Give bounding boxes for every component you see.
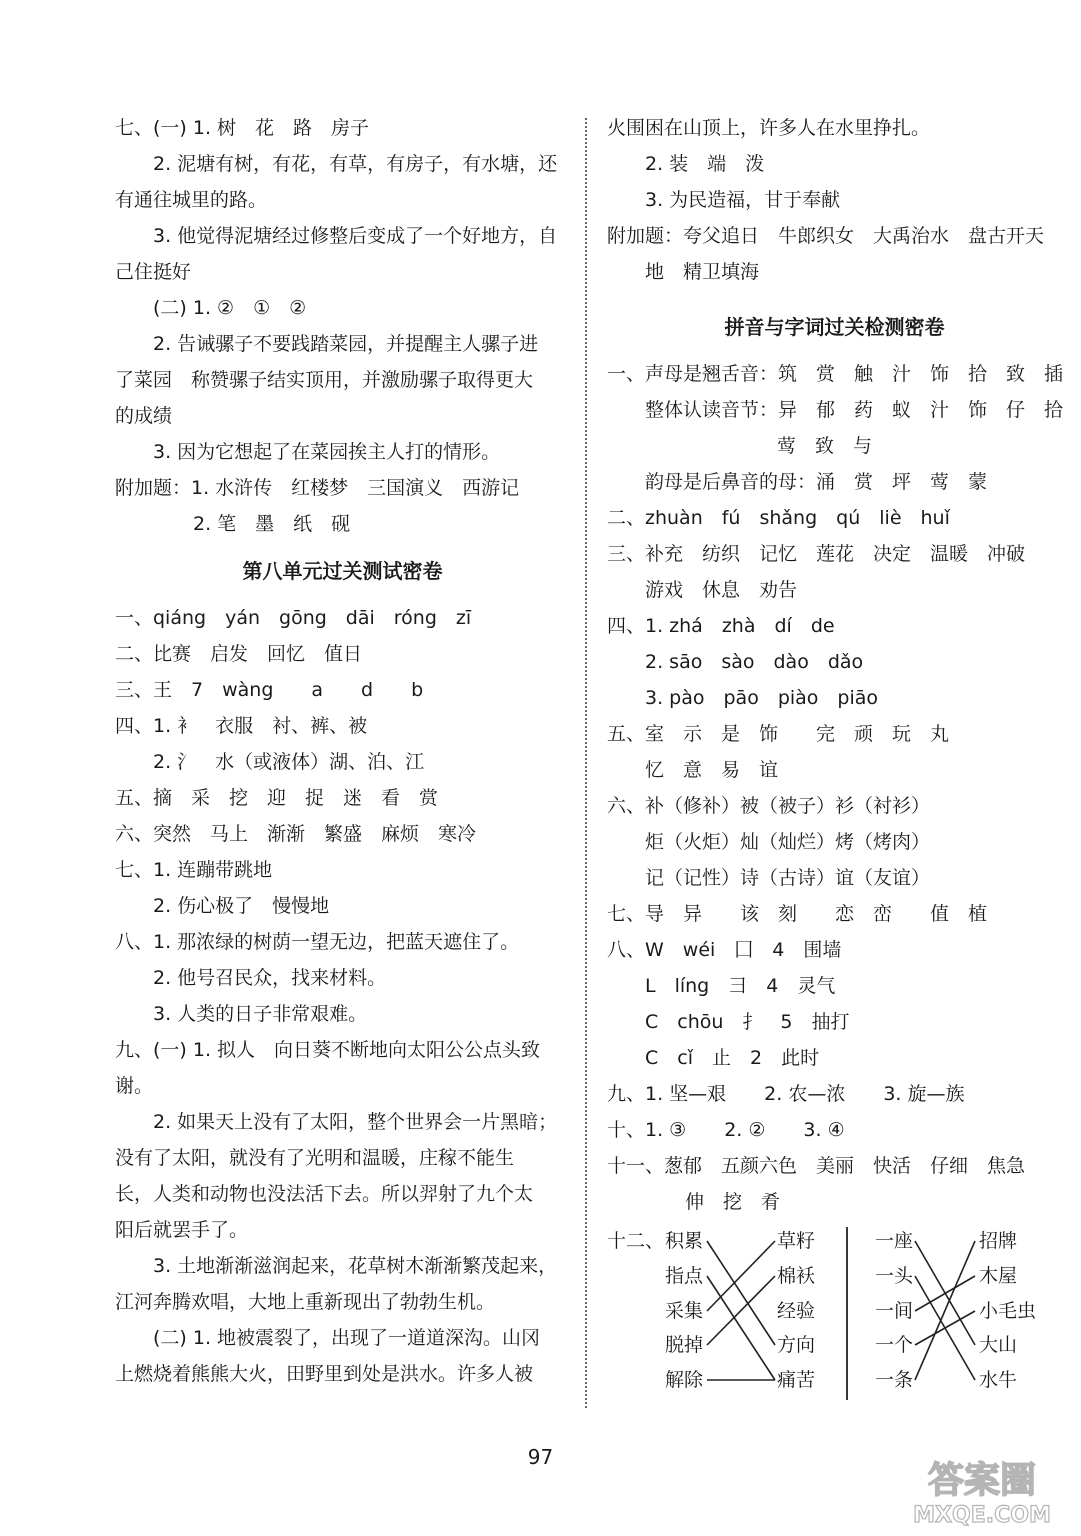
match-right-a: 草籽 — [777, 1230, 816, 1252]
text-line: (二) 1. ② ① ② — [153, 297, 307, 319]
text-line: 己住挺好 — [115, 261, 192, 283]
text-line: 莺 致 与 — [777, 435, 873, 457]
text-line: 2. 笔 墨 纸 砚 — [193, 513, 351, 535]
text-line: 九、1. 坚—艰 2. 农—浓 3. 旋—族 — [607, 1083, 965, 1105]
text-line: 韵母是后鼻音的母：涌 赏 坪 莺 蒙 — [645, 471, 988, 493]
watermark-bottom-text: MXQE.COM — [913, 1503, 1051, 1528]
match-line — [915, 1241, 975, 1380]
text-line: (二) 1. 地被震裂了，出现了一道道深沟。山冈 — [153, 1327, 541, 1349]
match-right-b: 木屋 — [979, 1265, 1018, 1287]
text-line: 六、突然 马上 渐渐 繁盛 麻烦 寒冷 — [115, 823, 477, 845]
text-line: 六、补（修补）被（被子）衫（衬衫） — [607, 795, 931, 817]
page-number: 97 — [527, 1445, 554, 1469]
text-line: 一、声母是翘舌音：筑 赏 触 汁 饰 拾 致 插 — [607, 363, 1064, 385]
match-right-b: 招牌 — [979, 1230, 1018, 1252]
text-line: 3. 他觉得泥塘经过修整后变成了一个好地方，自 — [153, 225, 558, 247]
text-line: 七、导 异 该 刻 恋 峦 值 植 — [607, 903, 988, 925]
text-line: 二、比赛 启发 回忆 值日 — [115, 643, 363, 665]
text-line: 七、1. 连蹦带跳地 — [115, 859, 273, 881]
text-line: 阳后就罢手了。 — [115, 1219, 249, 1241]
text-line: 三、王 7 wàng a d b — [115, 679, 424, 701]
match-left-b: 一条 — [875, 1369, 914, 1391]
text-line: 三、补充 纺织 记忆 莲花 决定 温暖 冲破 — [607, 543, 1026, 565]
text-line: 一、qiáng yán gōng dāi róng zī — [115, 607, 472, 629]
text-line: C cǐ 止 2 此时 — [645, 1047, 820, 1069]
text-line: 江河奔腾欢唱，大地上重新现出了勃勃生机。 — [115, 1291, 496, 1313]
text-line: 九、(一) 1. 拟人 向日葵不断地向太阳公公点头致 — [115, 1039, 541, 1061]
match-left-a: 解除 — [665, 1369, 704, 1391]
match-left-a: 脱掉 — [665, 1334, 704, 1356]
text-line: 四、1. zhá zhà dí de — [607, 615, 835, 637]
match-left-a: 采集 — [665, 1300, 704, 1322]
match-left-b: 一座 — [875, 1230, 914, 1252]
text-line: 没有了太阳，就没有了光明和温暖，庄稼不能生 — [115, 1147, 515, 1169]
match-line — [915, 1276, 975, 1311]
text-line: 记（记性）诗（古诗）谊（友谊） — [645, 867, 931, 889]
text-line: 3. 因为它想起了在菜园挨主人打的情形。 — [153, 441, 501, 463]
text-line: 长，人类和动物也没法活下去。所以羿射了九个太 — [115, 1183, 534, 1205]
text-line: 2. 如果天上没有了太阳，整个世界会一片黑暗； — [153, 1111, 558, 1133]
match-right-b: 小毛虫 — [979, 1300, 1037, 1322]
text-line: 有通往城里的路。 — [115, 189, 268, 211]
left-column — [115, 110, 570, 1392]
text-line: 十一、葱郁 五颜六色 美丽 快活 仔细 焦急 — [607, 1155, 1026, 1177]
text-line: 3. 土地渐渐滋润起来，花草树木渐渐繁茂起来， — [153, 1255, 558, 1277]
text-line: 五、室 示 是 饰 完 顽 玩 丸 — [607, 723, 950, 745]
text-line: 二、zhuàn fú shǎng qú liè huǐ — [607, 507, 950, 529]
match-left-a: 指点 — [665, 1265, 704, 1287]
text-line: 地 精卫填海 — [645, 261, 760, 283]
text-line: 附加题：1. 水浒传 红楼梦 三国演义 西游记 — [115, 477, 520, 499]
text-line: 2. 泥塘有树，有花，有草，有房子，有水塘，还 — [153, 153, 558, 175]
text-line: 了菜园 称赞骡子结实顶用，并激励骡子取得更大 — [115, 369, 534, 391]
text-line: 2. sāo sào dào dǎo — [645, 651, 864, 673]
text-line: 火围困在山顶上，许多人在水里挣扎。 — [607, 117, 931, 139]
match-right-a: 痛苦 — [777, 1369, 816, 1391]
watermark-top-text: 答案圈 — [927, 1460, 1037, 1501]
match-left-a: 积累 — [665, 1230, 704, 1252]
text-line: C chōu 扌 5 抽打 — [645, 1011, 850, 1033]
text-line: 十、1. ③ 2. ② 3. ④ — [607, 1119, 845, 1141]
text-line: 炬（火炬）灿（灿烂）烤（烤肉） — [645, 831, 931, 853]
match-left-b: 一头 — [875, 1265, 914, 1287]
text-line: 附加题：夸父追日 牛郎织女 大禹治水 盘古开天 — [607, 225, 1045, 247]
text-line: 四、1. 衤 衣服 衬、裤、被 — [115, 715, 368, 737]
watermark-logo — [894, 1450, 1069, 1530]
match-right-b: 大山 — [979, 1334, 1018, 1356]
text-line: 3. 为民造福，甘于奉献 — [645, 189, 841, 211]
matching-exercise — [607, 1222, 1062, 1404]
match-label: 十二、 — [607, 1230, 665, 1252]
text-line: 游戏 休息 劝告 — [645, 579, 798, 601]
text-line: 2. 装 端 泼 — [645, 153, 765, 175]
text-line: 2. 氵 水（或液体）湖、泊、江 — [153, 751, 425, 773]
text-line: 的成绩 — [115, 405, 173, 427]
text-line: 3. pào pāo piào piāo — [645, 687, 879, 709]
text-line: 忆 意 易 谊 — [645, 759, 779, 781]
text-line: 伸 挖 肴 — [685, 1191, 781, 1213]
text-line: 谢。 — [115, 1075, 154, 1097]
match-right-a: 方向 — [777, 1334, 816, 1356]
match-line — [707, 1276, 775, 1345]
match-left-b: 一个 — [875, 1334, 914, 1356]
right-column — [607, 110, 1062, 1404]
section-heading: 第八单元过关测试密卷 — [242, 559, 443, 583]
section-heading: 拼音与字词过关检测密卷 — [724, 315, 945, 339]
match-right-a: 经验 — [777, 1300, 816, 1322]
text-line: 2. 他号召民众，找来材料。 — [153, 967, 387, 989]
text-line: 八、1. 那浓绿的树荫一望无边，把蓝天遮住了。 — [115, 931, 520, 953]
text-line: 五、摘 采 挖 迎 捉 迷 看 赏 — [115, 787, 439, 809]
match-line — [707, 1241, 775, 1311]
text-line: 上燃烧着熊熊大火，田野里到处是洪水。许多人被 — [115, 1363, 534, 1385]
match-left-b: 一间 — [875, 1300, 914, 1322]
text-line: 3. 人类的日子非常艰难。 — [153, 1003, 368, 1025]
text-line: 七、(一) 1. 树 花 路 房子 — [115, 117, 370, 139]
text-line: L líng 彐 4 灵气 — [645, 975, 836, 997]
text-line: 2. 告诫骡子不要践踏菜园，并提醒主人骡子进 — [153, 333, 539, 355]
text-line: 八、W wéi 囗 4 围墙 — [607, 939, 842, 961]
column-divider — [585, 118, 587, 1408]
match-right-b: 水牛 — [979, 1369, 1018, 1391]
text-line: 2. 伤心极了 慢慢地 — [153, 895, 330, 917]
match-right-a: 棉袄 — [777, 1265, 816, 1287]
text-line: 整体认读音节：异 郁 药 蚁 汁 饰 仔 拾 — [645, 399, 1064, 421]
